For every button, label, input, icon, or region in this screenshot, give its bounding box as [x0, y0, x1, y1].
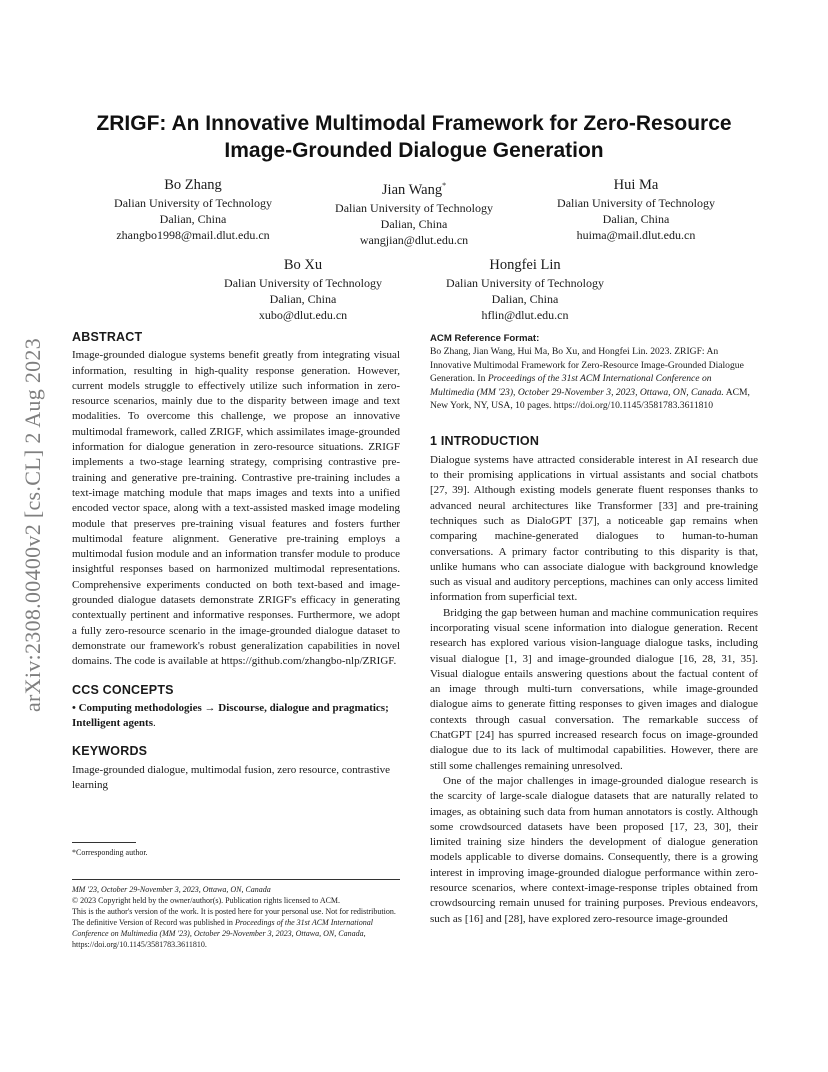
abstract-text: Image-grounded dialogue systems benefit greatly from integrating visual information, resulting in high-quality response generation. However, current models struggle to effectively utilize such information in zero-resource scenarios, mainly due to the disparity between image and text modalities. To overcome this challenge, we propose an innovative multimodal framework, called ZRIGF, which assimilates image-grounded information for dialogue generation in zero-resource situations. ZRIGF implements a two-stage learning strategy, comprising contrastive pre-training and generative pre-training. Contrastive pre-training includes a text-image matching module that maps images and texts into a unified encoded vector space, along with a text-assisted masked image modeling module that preserves pre-training visual features and fosters further multimodal feature alignment. Generative pre-training employs a multimodal fusion module and an information transfer module to produce insightful responses based on harmonized multimodal representations. Comprehensive experiments conducted on both text-based and image-grounded dialogue datasets demonstrate ZRIGF's efficacy in generating contextually pertinent and informative responses. Furthermore, we adopt a fully zero-resource scenario in the image-grounded dialogue dataset to demonstrate our framework's robust generalization capabilities in novel domains. The code is available at https://github.com/zhangbo-nlp/ZRIGF.: [72, 349, 400, 668]
title-line-1: ZRIGF: An Innovative Multimodal Framework for Zero-Resource: [96, 112, 732, 135]
conference-line: MM '23, October 29-November 3, 2023, Ottawa, ON, Canada: [72, 885, 271, 894]
author-affiliation: Dalian University of Technology: [224, 276, 382, 290]
author-email: huima@mail.dlut.edu.cn: [576, 228, 696, 242]
author-location: Dalian, China: [380, 216, 448, 231]
ccs-text: [72, 701, 400, 732]
author-affiliation: Dalian University of Technology: [114, 196, 272, 210]
author-block: [304, 176, 524, 248]
author-name: Hongfei Lin: [489, 257, 561, 273]
author-email: hflin@dlut.edu.cn: [481, 308, 569, 322]
left-column: [72, 330, 400, 793]
ccs-period: .: [152, 717, 156, 730]
acm-reference-heading: ACM Reference Format:: [430, 333, 540, 344]
author-affiliation: Dalian University of Technology: [446, 276, 604, 290]
author-affiliation: Dalian University of Technology: [557, 196, 715, 210]
author-location: Dalian, China: [602, 212, 670, 226]
acm-reference: [430, 332, 758, 412]
author-name: Hui Ma: [613, 177, 659, 193]
author-name: Bo Xu: [283, 257, 323, 273]
keywords-text: Image-grounded dialogue, multimodal fusion, zero resource, contrastive learning: [72, 763, 390, 792]
copyright-line: © 2023 Copyright held by the owner/author(s). Publication rights licensed to ACM.: [72, 896, 341, 905]
introduction-heading: 1 INTRODUCTION: [430, 434, 540, 449]
ccs-concepts: • Computing methodologies → Discourse, dialogue and pragmatics; Intelligent agents: [72, 701, 389, 730]
author-email: xubo@dlut.edu.cn: [258, 308, 348, 322]
corresponding-mark: *: [442, 181, 447, 190]
intro-paragraph-2: Bridging the gap between human and machine communication requires incorporating visual scene information into dialogue generation. Recent research has explored various vision-language dialogue tasks, including visual dialogue [1, 3] and image-grounded dialogue [16, 28, 31, 35]. Visual dialogue entails answering questions about the factual content of an image through multi-turn conversations, while image-grounded dialogue aims to generate fitting responses to given images and dialogue contexts through casual conversation. The remarkable success of ChatGPT [24] has spurred increased research focus on image-grounded dialogue due to its lack of multimodal capabilities. However, there are still some challenges remaining unresolved.: [430, 606, 758, 772]
author-name-line: [304, 176, 524, 200]
author-location: Dalian, China: [491, 292, 559, 306]
right-column: [430, 332, 758, 927]
author-block: [415, 256, 635, 323]
version-note: This is the author's version of the work. It is posted here for your personal use. Not for redistribution. The definitive Version of Record was published in Proceedings of the 31st ACM International Conference on Multimedia (MM '23), October 29-November 3, 2023, Ottawa, ON, Canada, https://doi.org/10.1145/3581783.3611810.: [72, 907, 396, 949]
abstract-heading: ABSTRACT: [72, 330, 143, 344]
arxiv-id: arXiv:2308.00400v2 [cs.CL] 2 Aug 2023: [20, 337, 45, 713]
intro-paragraph-1: Dialogue systems have attracted considerable interest in AI research due to their promising applications in virtual assistants and social chatbots [27, 39]. Although existing models generate fluent responses thanks to advanced neural architectures like Transformer [33] and pre-training techniques such as DialoGPT [37], a noticeable gap remains when comparing machine-generated dialogues to human-to-human conversations. A primary factor contributing to this disparity is that, unlike humans who can associate dialogue with background knowledge such as visual and auditory perceptions, machines can only access limited information from superficial text.: [430, 453, 758, 604]
intro-paragraph-3: One of the major challenges in image-grounded dialogue research is the scarcity of large-scale dialogue datasets that are naturally related to images, as obtaining such data from human annotators is costly. Although some crowdsourced datasets have been proposed [17, 23, 30], their limited training size hinders the development of dialogue generation models applicable to diverse domains. Consequently, there is a growing interest in improving image-grounded dialogue performance within zero-resource scenarios, where context-image-response triples obtained from crowdsourcing remain unused for training purposes. Previous endeavors, such as [16] and [28], have explored zero-resource image-grounded: [430, 774, 758, 925]
footnote-rule: [72, 842, 136, 843]
author-location: Dalian, China: [269, 292, 337, 306]
keywords-heading: KEYWORDS: [72, 744, 148, 759]
title-line-2: Image-Grounded Dialogue Generation: [224, 139, 604, 162]
copyright-block: [72, 884, 400, 950]
author-block: [193, 256, 413, 323]
corresponding-footnote: *Corresponding author.: [72, 848, 148, 857]
ccs-heading: CCS CONCEPTS: [72, 682, 174, 697]
author-name: Jian Wang: [381, 181, 443, 198]
author-email: zhangbo1998@mail.dlut.edu.cn: [116, 228, 270, 242]
author-block: [526, 176, 746, 243]
paper-title: [60, 110, 768, 164]
author-block: [83, 176, 303, 243]
author-affiliation: Dalian University of Technology: [335, 200, 493, 215]
arxiv-side-tag: [20, 290, 46, 760]
author-email: wangjian@dlut.edu.cn: [359, 232, 469, 247]
author-location: Dalian, China: [159, 212, 227, 226]
acm-reference-text: Bo Zhang, Jian Wang, Hui Ma, Bo Xu, and Hongfei Lin. 2023. ZRIGF: An Innovative Multimodal Framework for Zero-Resource Image-Grounded Dialogue Generation. In Proceedings of the 31st ACM International Conference on Multimedia (MM '23), October 29-November 3, 2023, Ottawa, ON, Canada. ACM, New York, NY, USA, 10 pages. https://doi.org/10.1145/3581783.3611810: [430, 346, 750, 412]
author-name: Bo Zhang: [164, 177, 222, 193]
copyright-rule: [72, 879, 400, 880]
